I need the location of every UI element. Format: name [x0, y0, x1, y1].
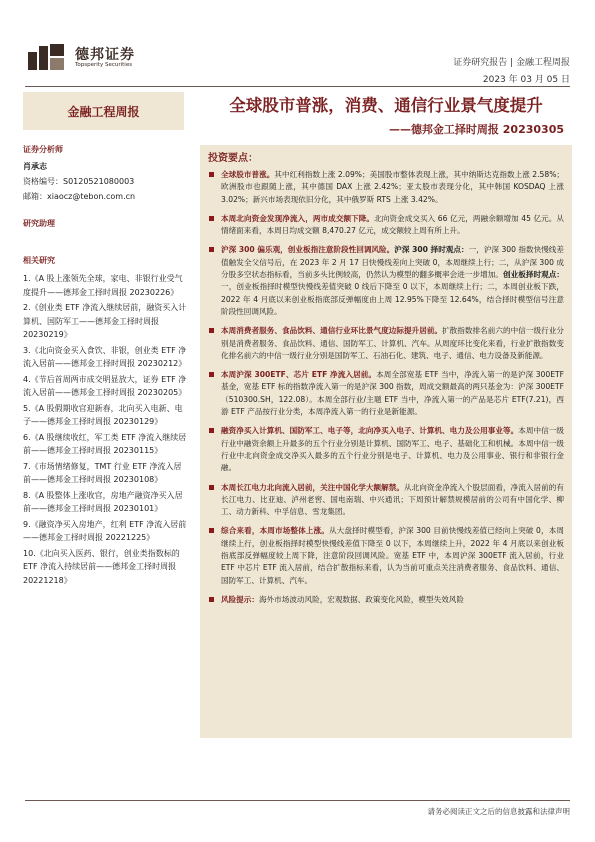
report-date: 2023 年 03 月 05 日 — [482, 75, 570, 85]
report-category-tag: 金融工程周报 — [23, 92, 184, 130]
report-header — [0, 0, 595, 85]
point-lead: 本周沪深 300ETF、芯片 ETF 净流入居前。 — [221, 370, 377, 380]
point-lead: 本周消费者服务、食品饮料、通信行业环比景气度边际提升居前。 — [221, 326, 443, 336]
point-text: 从北向资金净流入个股层面看，净流入居前的有长江电力、比亚迪、泸州老窖、国电南瑞、中兴通讯；下周预计解禁规模居前的公司有中国化学、柳工、动力新科、中孚信息、雪龙集团。 — [221, 482, 565, 517]
analyst-cert-no: 资格编号：S0120521080003 — [23, 177, 135, 186]
sidebar — [23, 92, 187, 589]
investment-point — [208, 425, 564, 474]
point-text: 一，沪深 300 指数快慢线差值触发全父信号后，在 2023 年 2 月 17 日快慢线差向上突破 0，本周继续上行；二，从沪深 300 成分股多空状态指标看，当前多头比例较高，仍然认为模型的翻多概率会进一步增加。 — [221, 245, 564, 280]
related-item[interactable]: 5.《A 股假期收官迎新春，北向买入电新、电子——德邦金工择时周报 20230129》 — [23, 403, 183, 426]
point-text: 本周中信一级行业中融资余额上升最多的五个行业分别是计算机、国防军工、电子、基础化工和机械。本周中信一级行业中北向资金成交净买入最多的五个行业分别是电子、计算机、电力及公用事业、银行和非银行金融。 — [221, 426, 565, 473]
point-text: 一，创业板指择时模型快慢线差值突破 0 线后下降至 0 以下，本周继续上行；二，本周创业板下跌，2022 年 4 月底以来创业板指底部反弹幅度由上周 12.95%下降至 12.64%，结合择时模型信号注意阶段性回调风险。 — [221, 282, 564, 316]
main-content — [200, 92, 572, 738]
point-text: 本周全部宽基 ETF 当中，净流入第一的是沪深 300ETF 基金，宽基 ETF 标的指数净流入第一的是沪深 300 指数，周成交额最高的两只基金为：沪深 300ETF（510300.SH，122.08）。本周全部行业/主题 ETF 当中，净流入第一的产品是芯片 ETF(7.21)，西游 ETF 产品按行业分类，本周净流入第一的行业是新能源。 — [221, 370, 565, 417]
page-subtitle: ——德邦金工择时周报 20230305 — [388, 123, 564, 136]
point-text: 从大盘择时模型看，沪深 300 目前快慢线差值已经向上突破 0，本周继续上行，创业板指择时模型快慢线差值下降至 0 以下，本周继续上升，2022 年 4 月底以来创业板指底部反弹幅度较上周下降，注意阶段回调风险。宽基 ETF 中，本周沪深 300ETF 流入居前，行业 ETF 中芯片 ETF 流入居前，结合扩散指标来看，认为当前可重点关注消费者服务、食品饮料、通信、国防军工、计算机、汽车。 — [221, 526, 564, 585]
related-item[interactable]: 6.《A 股继续收红，军工类 ETF 净流入继续居前——德邦金工择时周报 20230115》 — [23, 432, 187, 455]
related-item[interactable]: 3.《北向资金买入食饮、非银，创业类 ETF 净流入居前——德邦金工择时周报 20230212》 — [23, 345, 187, 368]
footer-divider — [25, 800, 570, 801]
related-item[interactable]: 8.《A 股整体上涨收官，房地产融资净买入居前——德邦金工择时周报 20230101》 — [23, 490, 183, 513]
related-item[interactable]: 1.《A 股上涨领先全球，家电、非银行业受气度提升——德邦金工择时周报 20230226》 — [23, 274, 183, 297]
point-lead: 风险提示： — [221, 594, 259, 604]
related-item[interactable]: 2.《创业类 ETF 净流入继续居前，融资买入计算机、国防军工——德邦金工择时周报 20230219》 — [23, 303, 187, 339]
investment-point — [208, 169, 564, 206]
investment-point — [208, 325, 564, 362]
brand-logo-icon — [28, 44, 64, 70]
investment-point — [208, 482, 564, 519]
point-lead: 本周北向资金发现净流入，两市成交额下降。 — [221, 213, 375, 223]
related-research-heading: 相关研究 — [23, 256, 55, 265]
related-item[interactable]: 4.《节后首周两市成交明显放大，证券 ETF 净流入居前——德邦金工择时周报 20230205》 — [23, 374, 187, 397]
investment-point — [208, 369, 564, 418]
point-lead: 全球股市普涨。 — [221, 170, 275, 179]
point-text: 北向资金成交买入 66 亿元，两融余额增加 45 亿元。从情绪面来看，本周日均成交额 8,470.27 亿元，成交额较上周有所上升。 — [221, 213, 564, 236]
brand-name: 德邦证券 — [75, 47, 135, 63]
investment-points-box — [200, 145, 572, 738]
investment-point — [208, 525, 564, 586]
related-item[interactable]: 9.《融资净买入房地产，红利 ETF 净流入居前——德邦金工择时周报 20221225》 — [23, 519, 187, 542]
point-text: 扩散指数排名前六的中信一级行业分别是消费者服务、食品饮料、通信、国防军工、计算机、汽车。从周度环比变化来看，行业扩散指数变化排名前六的中信一级行业分别是国防军工、石油石化、建筑、电子、通信、电力设备及新能源。 — [221, 326, 564, 360]
point-lead: 本周长江电力北向流入居前，关注中国化学大额解禁。 — [221, 482, 404, 492]
risk-warning — [208, 594, 564, 606]
brand-name-english: Topsperity Securities — [75, 62, 133, 68]
point-sub-lead: 创业板择时观点： — [503, 270, 564, 280]
analyst-email[interactable]: 邮箱：xiaocz@tebon.com.cn — [23, 192, 136, 201]
point-lead: 综合来看，本周市场整体上涨。 — [221, 526, 329, 536]
report-type: 证券研究报告 | 金融工程周报 — [453, 58, 570, 68]
investment-point — [208, 213, 564, 238]
investment-point — [208, 244, 564, 318]
point-text: 其中红利指数上涨 2.09%；美国股市整体表现上涨，其中纳斯达克指数上涨 2.58%；欧洲股市也跟随上涨，其中德国 DAX 上涨 2.42%；亚太股市表现分化，其中韩国 KOSDAQ 上涨 3.02%；新兴市场表现依旧分化，其中俄罗斯 RTS 上涨 3.42%。 — [221, 170, 564, 204]
page-title: 全球股市普涨，消费、通信行业景气度提升 — [229, 96, 543, 115]
related-item[interactable]: 7.《市场情绪修复，TMT 行业 ETF 净流入居前——德邦金工择时周报 20230108》 — [23, 461, 182, 484]
point-sub-lead: 沪深 300 择时观点： — [394, 245, 469, 255]
point-lead: 融资净买入计算机、国防军工、电子等，北向净买入电子、计算机、电力及公用事业等。 — [221, 426, 519, 436]
assistant-heading: 研究助理 — [23, 219, 55, 228]
related-item[interactable]: 10.《北向买入医药、银行，创业类指数标的 ETF 净流入持续居前——德邦金工择时周报 20221218》 — [23, 548, 180, 585]
investment-points-heading: 投资要点： — [208, 153, 258, 164]
analyst-name: 肖承志 — [23, 162, 47, 171]
point-lead: 沪深 300 偏乐观，创业板指注意阶段性回调风险。 — [221, 245, 395, 255]
related-research-list — [23, 272, 187, 587]
point-text: 海外市场波动风险，宏观数据、政策变化风险，模型失效风险 — [258, 594, 464, 604]
header-divider — [25, 86, 570, 87]
footer-disclaimer: 请务必阅读正文之后的信息披露和法律声明 — [427, 807, 570, 816]
analyst-heading: 证券分析师 — [23, 145, 63, 154]
